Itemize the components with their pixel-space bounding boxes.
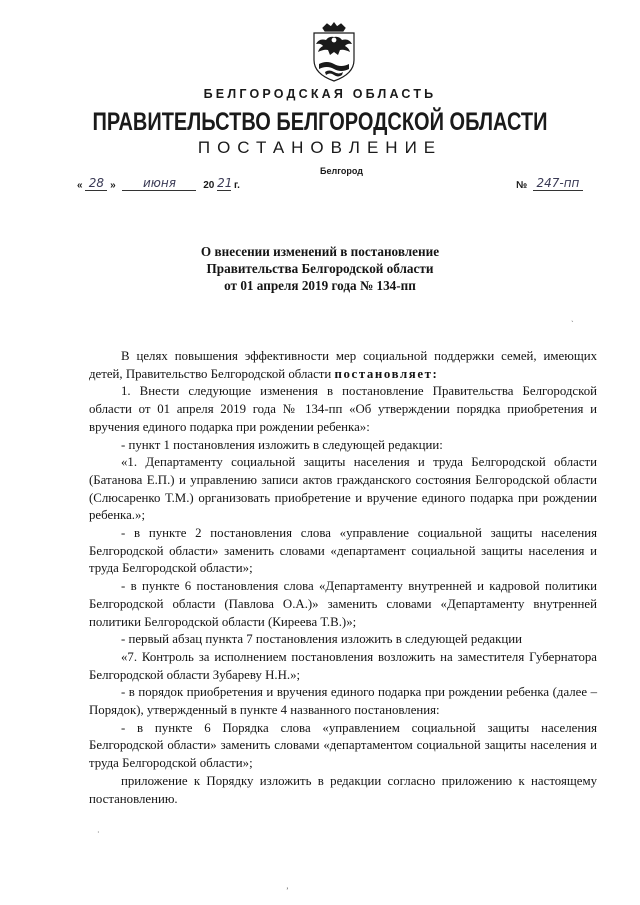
document-body xyxy=(89,348,597,808)
date-year-suffix: 21 xyxy=(217,176,233,190)
date-year-prefix: 20 xyxy=(203,180,215,191)
scan-mark: ʼ xyxy=(286,886,289,895)
title-line: от 01 апреля 2019 года № 134-пп xyxy=(224,278,416,293)
intro-text: В целях повышения эффективности мер социальной поддержки семей, имеющих детей, Правительство Белгородской области xyxy=(89,349,597,381)
body-paragraph: 1. Внести следующие изменения в постановление Правительства Белгородской области от 01 апреля 2019 года № 134-пп «Об утверждении порядка приобретения и вручения единого подарка при рождении ребенка»: xyxy=(89,384,597,434)
body-paragraph: - первый абзац пункта 7 постановления изложить в следующей редакции xyxy=(121,632,522,647)
scan-mark: ˎ xyxy=(571,313,574,322)
body-paragraph: - в пункте 2 постановления слова «управление социальной защиты населения Белгородской области» заменить словами «департамент социальной защиты населения и труда Белгородской области»; xyxy=(89,526,597,576)
body-paragraph: - в пункте 6 постановления слова «Департаменту внутренней и кадровой политики Белгородской области (Павлова О.А.)» заменить словами «Департаменту внутренней политики Белгородской области (Киреева Т.В.)»; xyxy=(89,579,597,629)
number-label: № xyxy=(516,180,528,191)
body-paragraph: - пункт 1 постановления изложить в следующей редакции: xyxy=(121,437,443,452)
document-number xyxy=(516,176,583,191)
body-paragraph: - в пункте 6 Порядка слова «управлением социальной защиты населения Белгородской области» заменить словами «департаментом социальной защиты населения и труда Белгородской области»; xyxy=(89,720,597,771)
city-name: Белгород xyxy=(320,166,363,176)
document-date xyxy=(77,176,240,196)
body-paragraph: «7. Контроль за исполнением постановления возложить на заместителя Губернатора Белгородской области Зубареву Н.Н.»; xyxy=(89,649,597,682)
body-paragraph: «1. Департаменту социальной защиты населения и труда Белгородской области (Батанова Е.П.) и управлению записи актов гражданского состояния Белгородской области (Слюсаренко Т.М.) организовать приобретение и вручение единого подарка при рождении ребенка.»; xyxy=(89,455,597,523)
date-close-quote: » xyxy=(110,180,116,191)
scan-mark: · xyxy=(97,828,100,837)
title-line: О внесении изменений в постановление xyxy=(200,244,440,259)
resolves-word: постановляет: xyxy=(334,366,439,381)
date-day: 28 xyxy=(85,176,107,191)
title-line: Правительства Белгородской области xyxy=(206,261,434,276)
body-paragraph xyxy=(89,348,597,383)
body-paragraph: приложение к Порядку изложить в редакции согласно приложению к настоящему постановлению. xyxy=(89,773,597,806)
document-title xyxy=(100,243,540,294)
government-name: ПРАВИТЕЛЬСТВО БЕЛГОРОДСКОЙ ОБЛАСТИ xyxy=(92,108,548,136)
region-name: БЕЛГОРОДСКАЯ ОБЛАСТЬ xyxy=(203,87,437,101)
number-value: 247-пп xyxy=(533,176,583,191)
body-paragraph: - в порядок приобретения и вручения единого подарка при рождении ребенка (далее – Порядок), утвержденный в пункте 4 названного постановления: xyxy=(89,685,597,718)
document-type: ПОСТАНОВЛЕНИЕ xyxy=(197,138,443,157)
coat-of-arms-icon xyxy=(309,22,359,84)
date-month: июня xyxy=(122,176,196,191)
date-year-unit: г. xyxy=(233,180,240,191)
date-open-quote: « xyxy=(77,180,83,191)
